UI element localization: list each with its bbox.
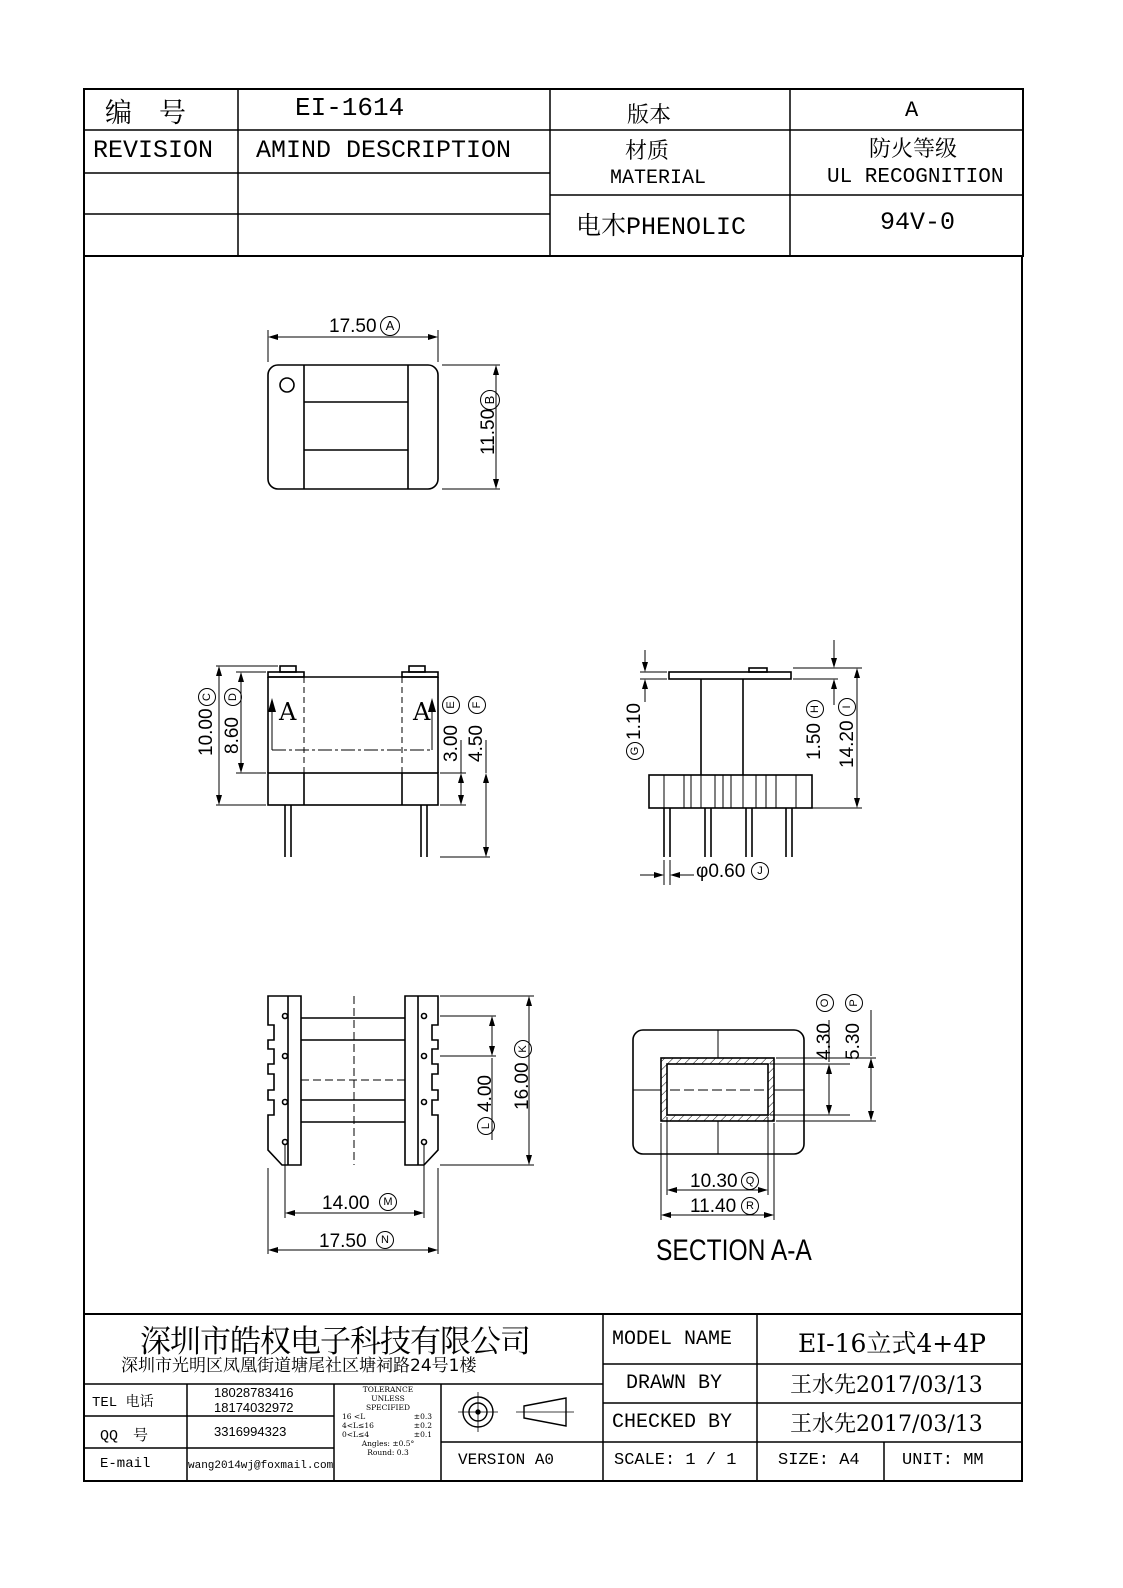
dim-k-value: 16.00 [512,1062,533,1110]
drawn-by-label: DRAWN BY [626,1372,723,1395]
dim-f-tag: F [468,696,486,714]
checked-by-label: CHECKED BY [612,1411,733,1434]
qq-label: QQ 号 [100,1428,149,1445]
number-label: 编 号 [105,98,186,129]
company-address: 深圳市光明区凤凰街道塘尾社区塘祠路24号1楼 [121,1356,477,1376]
material-label-en: MATERIAL [610,167,707,190]
dim-p-value: 5.30 [843,1023,864,1060]
dim-l-tag: L [477,1117,495,1135]
dim-d-tag: D [224,688,242,706]
dim-b-tag: B [480,390,500,410]
tel-number-1: 18028783416 [214,1385,294,1400]
dim-o-tag: O [816,994,834,1012]
unit-label: UNIT: MM [902,1451,984,1470]
dim-i-tag: I [838,698,856,716]
dim-d-value: 8.60 [222,717,243,754]
tolerance-row: 16 <L ±0.3 [342,1412,432,1421]
dim-l-value: 4.00 [475,1075,496,1112]
dim-n-tag: N [376,1231,394,1249]
dim-a-value: 17.50 [329,316,377,337]
size-label: SIZE: A4 [778,1451,860,1470]
version-value: A [905,98,919,123]
dim-q-value: 10.30 [690,1171,738,1192]
email-value: wang2014wj@foxmail.com [188,1460,334,1472]
dim-h-value: 1.50 [804,723,825,760]
dim-c-tag: C [198,688,216,706]
dim-m-value: 14.00 [322,1193,370,1214]
dim-n-value: 17.50 [319,1231,367,1252]
version-label: 版本 [627,103,672,128]
dim-j-value: φ0.60 [696,861,746,882]
section-mark-left: A [279,698,297,726]
dim-i-value: 14.20 [837,720,858,768]
part-number: EI-1614 [295,93,405,123]
section-title: SECTION A-A [656,1234,812,1267]
ul-rating-value: 94V-0 [880,208,956,237]
dim-o-value: 4.30 [814,1023,835,1060]
dim-g-tag: G [626,742,644,760]
model-name-label: MODEL NAME [612,1328,733,1351]
ul-label-cn: 防火等级 [869,137,958,162]
tel-number-2: 18174032972 [214,1400,294,1415]
dim-r-tag: R [741,1197,759,1215]
dim-b-value: 11.50 [478,408,499,455]
dim-m-tag: M [379,1193,397,1211]
material-value: 电木PHENOLIC [576,213,747,242]
dim-q-tag: Q [741,1172,759,1190]
section-mark-right: A [413,698,431,726]
email-label: E-mail [100,1456,151,1472]
dim-r-value: 11.40 [690,1196,737,1217]
drawn-by-value: 王水先2017/03/13 [790,1373,983,1398]
tolerance-title-1: TOLERANCE [362,1385,414,1394]
dim-e-value: 3.00 [441,725,462,762]
dim-f-value: 4.50 [466,725,487,762]
dim-a-tag: A [380,316,400,336]
tolerance-row: 4<L≤16 ±0.2 [342,1421,432,1430]
dim-g-value: 1.10 [624,703,645,740]
dim-e-tag: E [442,696,460,714]
dim-h-tag: H [806,700,824,718]
amind-description-label: AMIND DESCRIPTION [256,136,512,165]
version-label-footer: VERSION A0 [458,1451,555,1469]
revision-label: REVISION [93,136,214,165]
tolerance-title-2: UNLESS [371,1394,405,1403]
model-name-value: EI-16立式4+4P [798,1329,986,1358]
tel-label: TEL 电话 [92,1395,154,1411]
ul-label-en: UL RECOGNITION [827,166,1004,189]
qq-value: 3316994323 [214,1424,287,1439]
dim-p-tag: P [845,994,863,1012]
tolerance-title-3: SPECIFIED [365,1403,410,1412]
dim-k-tag: K [514,1040,532,1058]
checked-by-value: 王水先2017/03/13 [790,1412,983,1437]
tolerance-row: 0<L≤4 ±0.1 [342,1430,432,1439]
dim-j-tag: J [751,862,769,880]
company-name: 深圳市皓权电子科技有限公司 [140,1324,530,1360]
tolerance-angles: Angles: ±0.5° [361,1439,415,1448]
tolerance-round: Round: 0.3 [367,1448,409,1457]
dim-c-value: 10.00 [196,708,217,756]
material-label-cn: 材质 [625,139,670,164]
scale-label: SCALE: 1 / 1 [614,1451,737,1470]
